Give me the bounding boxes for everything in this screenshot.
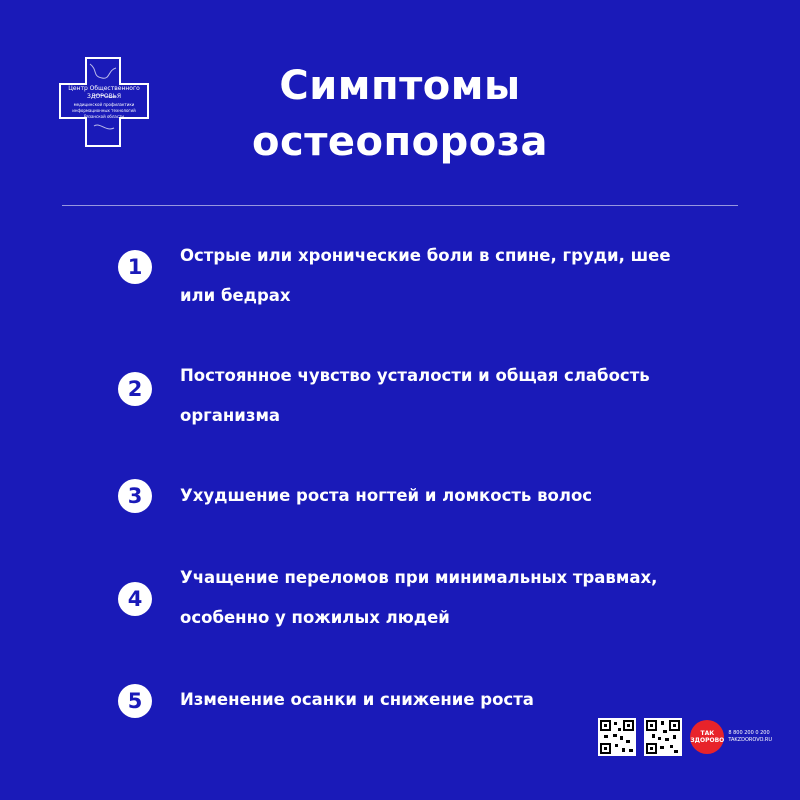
badge-contacts [728, 730, 772, 744]
symptom-text: Ухудшение роста ногтей и ломкость волос [180, 486, 593, 505]
number-badge: 3 [118, 479, 152, 513]
logo-line-1: Центр Общественного [68, 85, 140, 92]
number-badge: 2 [118, 372, 152, 406]
symptom-text: Учащение переломов при минимальных травмах, особенно у пожилых людей [180, 568, 658, 627]
number-badge: 4 [118, 582, 152, 616]
medical-cross-logo-icon [58, 56, 150, 148]
number-badge: 5 [118, 684, 152, 718]
divider [62, 205, 738, 206]
symptom-text: Постоянное чувство усталости и общая слабость организма [180, 366, 650, 425]
qr-code-icon[interactable] [598, 718, 636, 756]
organization-logo [58, 56, 150, 148]
logo-line-5: Рязанской области [84, 114, 124, 119]
number-badge: 1 [118, 250, 152, 284]
page-title [160, 58, 640, 170]
website-link[interactable]: TAKZDOROVO.RU [728, 737, 772, 743]
title-line-1: Симптомы [279, 63, 521, 109]
badge-logo: ТАК ЗДОРОВО [690, 720, 724, 754]
title-line-2: остеопороза [252, 119, 548, 165]
campaign-badge [690, 720, 772, 754]
footer [598, 718, 772, 756]
symptom-text: Изменение осанки и снижение роста [180, 690, 534, 709]
symptom-text: Острые или хронические боли в спине, груди, шее или бедрах [180, 246, 671, 305]
logo-line-3: медицинской профилактики [73, 102, 135, 107]
logo-line-4: информационных технологий [72, 108, 136, 113]
phone-number: 8 800 200 0 200 [728, 730, 770, 736]
logo-line-2: ЗДОРОВЬЯ [87, 93, 121, 100]
qr-code-icon[interactable] [644, 718, 682, 756]
